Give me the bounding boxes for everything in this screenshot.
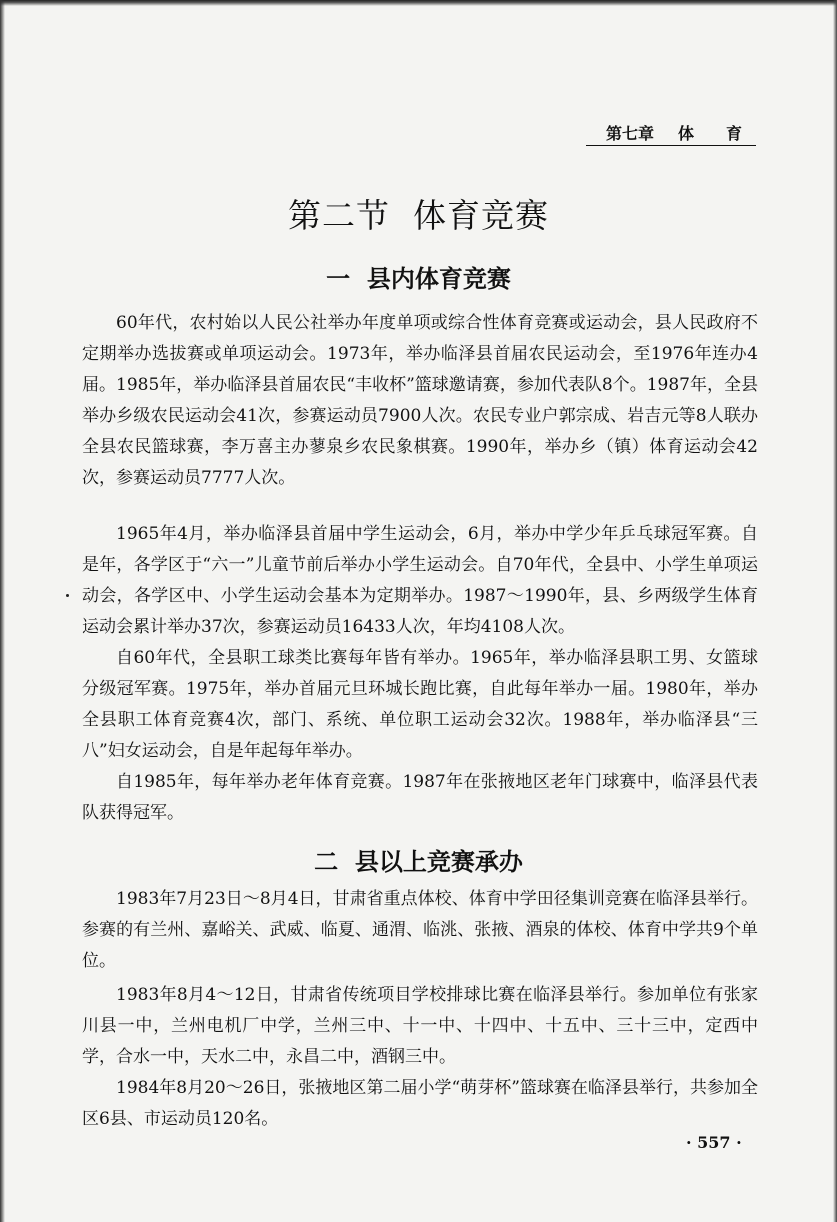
page-number: · 557 ·	[686, 1133, 742, 1152]
running-header-word-2: 育	[726, 124, 743, 143]
paragraph-basketball-1984: 1984年8月20～26日，张掖地区第二届小学“萌芽杯”篮球赛在临泽县举行，共参加全区6县、市运动员120名。	[82, 1078, 758, 1129]
scan-edge-right	[833, 0, 837, 1222]
paragraph-track-field-1983: 1983年7月23日～8月4日，甘肃省重点体校、体育中学田径集训竞赛在临泽县举行。参赛的有兰州、嘉峪关、武威、临夏、通渭、临洮、张掖、酒泉的体校、体育中学共9个单位。	[82, 889, 758, 971]
paragraph-elderly-sports: 自1985年，每年举办老年体育竞赛。1987年在张掖地区老年门球赛中，临泽县代表队获得冠军。	[82, 772, 758, 823]
subsection-title-1: 一 县内体育竞赛	[326, 264, 511, 293]
subsection-title-2: 二 县以上竞赛承办	[314, 847, 523, 876]
paragraph-worker-sports: 自60年代，全县职工球类比赛每年皆有举办。1965年，举办临泽县职工男、女篮球分级冠军赛。1975年，举办首届元旦环城长跑比赛，自此每年举办一届。1980年，举办全县职工体育竞赛4次，部门、系统、单位职工运动会32次。1988年，举办临泽县“三八”妇女运动会，自是年起每年举办。	[82, 648, 758, 761]
scan-edge-top	[0, 0, 837, 6]
scan-edge-left	[0, 0, 5, 1222]
running-header-chapter: 第七章	[606, 124, 655, 143]
running-header	[586, 121, 756, 146]
paragraph-student-sports: 1965年4月，举办临泽县首届中学生运动会，6月，举办中学少年乒乓球冠军赛。自是年，各学区于“六一”儿童节前后举办小学生运动会。自70年代，全县中、小学生单项运动会，各学区中、小学生运动会基本为定期举办。1987～1990年，县、乡两级学生体育运动会累计举办37次，参赛运动员16433人次，年均4108人次。	[82, 524, 758, 637]
paragraph-volleyball-1983: 1983年8月4～12日，甘肃省传统项目学校排球比赛在临泽县举行。参加单位有张家川县一中，兰州电机厂中学，兰州三中、十一中、十四中、十五中、三十三中，定西中学，合水一中，天水二中，永昌二中，酒钢三中。	[82, 985, 758, 1067]
scan-speck	[66, 594, 69, 597]
paragraph-rural-sports: 60年代，农村始以人民公社举办年度单项或综合性体育竞赛或运动会，县人民政府不定期举办选拔赛或单项运动会。1973年，举办临泽县首届农民运动会，至1976年连办4届。1985年，举办临泽县首届农民“丰收杯”篮球邀请赛，参加代表队8个。1987年，全县举办乡级农民运动会41次，参赛运动员7900人次。农民专业户郭宗成、岩吉元等8人联办全县农民篮球赛，李万喜主办蓼泉乡农民象棋赛。1990年，举办乡（镇）体育运动会42次，参赛运动员7777人次。	[82, 313, 758, 488]
running-header-word-1: 体	[678, 124, 695, 143]
section-title: 第二节 体育竞赛	[288, 196, 549, 235]
